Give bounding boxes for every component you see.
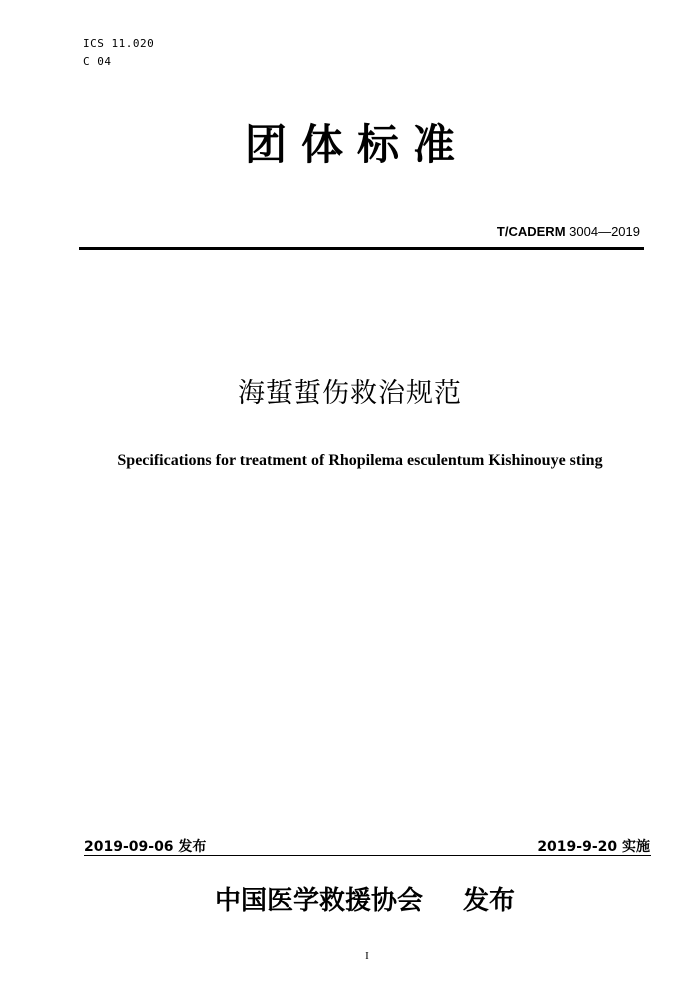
document-title-english: Specifications for treatment of Rhopilema esculentum Kishinouye sting bbox=[117, 452, 603, 469]
header-divider bbox=[79, 247, 644, 250]
footer-divider bbox=[84, 855, 651, 856]
page-number: I bbox=[365, 950, 369, 962]
implementation-date: 2019-9-20 实施 bbox=[537, 839, 650, 855]
publisher-action: 发布 bbox=[463, 886, 516, 916]
document-title-chinese: 海蜇蜇伤救治规范 bbox=[238, 378, 462, 409]
standard-code-number: 3004—2019 bbox=[569, 224, 640, 239]
publisher-line bbox=[0, 880, 700, 917]
ics-code: ICS 11.020 bbox=[83, 37, 155, 50]
ccs-code: C 04 bbox=[83, 55, 112, 68]
publication-date: 2019-09-06 发布 bbox=[84, 839, 207, 855]
publisher-name: 中国医学救援协会 bbox=[214, 886, 423, 916]
standard-code-prefix: T/CADERM bbox=[496, 224, 566, 239]
standard-code bbox=[497, 224, 640, 239]
standard-type-title: 团体标准 bbox=[244, 120, 469, 169]
